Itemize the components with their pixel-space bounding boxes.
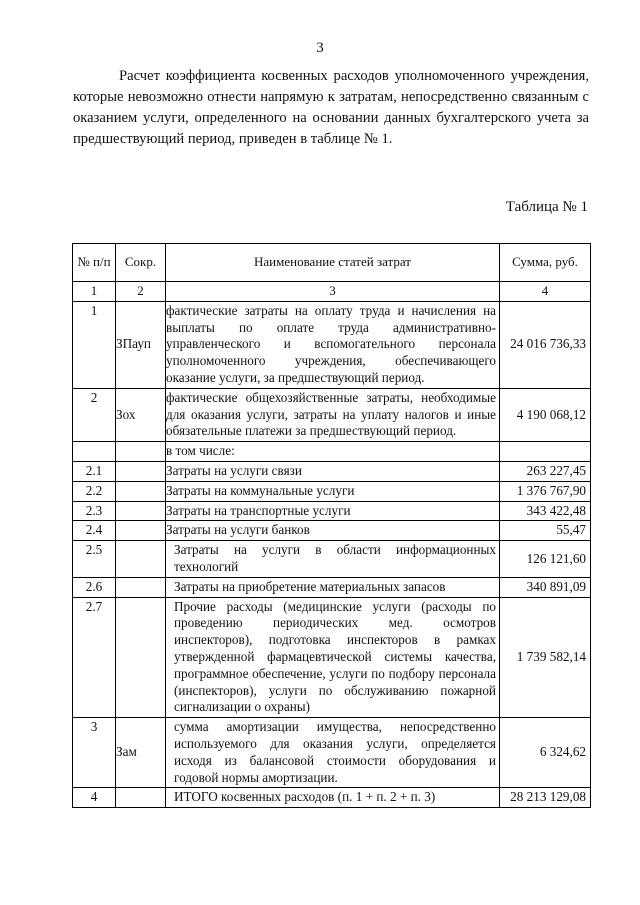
row-num: 2.1 (73, 461, 116, 481)
row-name: фактические общехозяйственные затраты, необходимые для оказания услуги, затраты на уплату налогов и иные обязательные платежи за предшествующий период. (166, 388, 500, 441)
row-sum: 4 190 068,12 (500, 388, 591, 441)
row-num: 3 (73, 718, 116, 788)
row-sum: 343 422,48 (500, 501, 591, 521)
row-num: 2.7 (73, 597, 116, 718)
table-row (73, 718, 591, 788)
row-sum: 1 739 582,14 (500, 597, 591, 718)
row-sum: 55,47 (500, 521, 591, 541)
table-row (73, 521, 591, 541)
row-name: Прочие расходы (медицинские услуги (расходы по проведению периодических мед. осмотров инспекторов), подготовка инспекторов в рамках утвержденной фармацевтической системы качества, программное обеспечение, услуги по подбору персонала (инспекторов), услуги по обслуживанию пожарной сигнализации о охраны) (166, 597, 500, 718)
row-abbr (116, 521, 166, 541)
table-row (73, 481, 591, 501)
table-row (73, 461, 591, 481)
row-num: 2.5 (73, 541, 116, 578)
row-sum: 6 324,62 (500, 718, 591, 788)
row-abbr (116, 461, 166, 481)
table-row (73, 501, 591, 521)
row-abbr (116, 597, 166, 718)
row-num: 2.4 (73, 521, 116, 541)
row-abbr: Зам (116, 718, 166, 788)
row-abbr (116, 501, 166, 521)
header-num: № п/п (73, 244, 116, 282)
row-sum: 340 891,09 (500, 577, 591, 597)
row-num: 2.2 (73, 481, 116, 501)
row-name: ИТОГО косвенных расходов (п. 1 + п. 2 + п. 3) (166, 788, 500, 808)
column-number: 4 (500, 282, 591, 302)
page-number: 3 (316, 40, 324, 56)
row-abbr (116, 481, 166, 501)
row-sum (500, 442, 591, 462)
row-num: 1 (73, 301, 116, 388)
row-abbr: Зох (116, 388, 166, 441)
row-num: 2 (73, 388, 116, 441)
table-row (73, 597, 591, 718)
cost-table (72, 243, 591, 808)
row-name: в том числе: (166, 442, 500, 462)
row-abbr: ЗПауп (116, 301, 166, 388)
column-number: 3 (166, 282, 500, 302)
column-number-row (73, 282, 591, 302)
row-name: Затраты на приобретение материальных запасов (166, 577, 500, 597)
table-row (73, 577, 591, 597)
row-sum: 126 121,60 (500, 541, 591, 578)
row-sum: 1 376 767,90 (500, 481, 591, 501)
table-row (73, 301, 591, 388)
row-name: Затраты на услуги в области информационных технологий (166, 541, 500, 578)
row-name: Затраты на коммунальные услуги (166, 481, 500, 501)
row-num: 2.6 (73, 577, 116, 597)
row-name: фактические затраты на оплату труда и начисления на выплаты по оплате труда административно-управленческого и вспомогательного персонала уполномоченного учреждения, обеспечивающего оказание услуги, за предшествующий период. (166, 301, 500, 388)
row-sum: 263 227,45 (500, 461, 591, 481)
table-row (73, 541, 591, 578)
header-name: Наименование статей затрат (166, 244, 500, 282)
column-number: 1 (73, 282, 116, 302)
row-abbr (116, 442, 166, 462)
row-abbr (116, 577, 166, 597)
row-sum: 24 016 736,33 (500, 301, 591, 388)
table-caption: Таблица № 1 (505, 199, 588, 215)
row-name: Затраты на услуги банков (166, 521, 500, 541)
row-abbr (116, 541, 166, 578)
intro-paragraph: Расчет коэффициента косвенных расходов уполномоченного учреждения, которые невозможно отнести напрямую к затратам, непосредственно связанным с оказанием услуги, определенного на основании данных бухгалтерского учета за предшествующий период, приведен в таблице № 1. (73, 68, 589, 147)
row-num: 2.3 (73, 501, 116, 521)
row-name: Затраты на транспортные услуги (166, 501, 500, 521)
column-number: 2 (116, 282, 166, 302)
row-abbr (116, 788, 166, 808)
row-num: 4 (73, 788, 116, 808)
table-row (73, 442, 591, 462)
table-header-row (73, 244, 591, 282)
table-row (73, 388, 591, 441)
row-name: Затраты на услуги связи (166, 461, 500, 481)
row-sum: 28 213 129,08 (500, 788, 591, 808)
row-num (73, 442, 116, 462)
table-row-total (73, 788, 591, 808)
row-name: сумма амортизации имущества, непосредственно используемого для оказания услуги, определяется исходя из балансовой стоимости оборудования и годовой нормы амортизации. (166, 718, 500, 788)
header-sum: Сумма, руб. (500, 244, 591, 282)
header-abbr: Сокр. (116, 244, 166, 282)
